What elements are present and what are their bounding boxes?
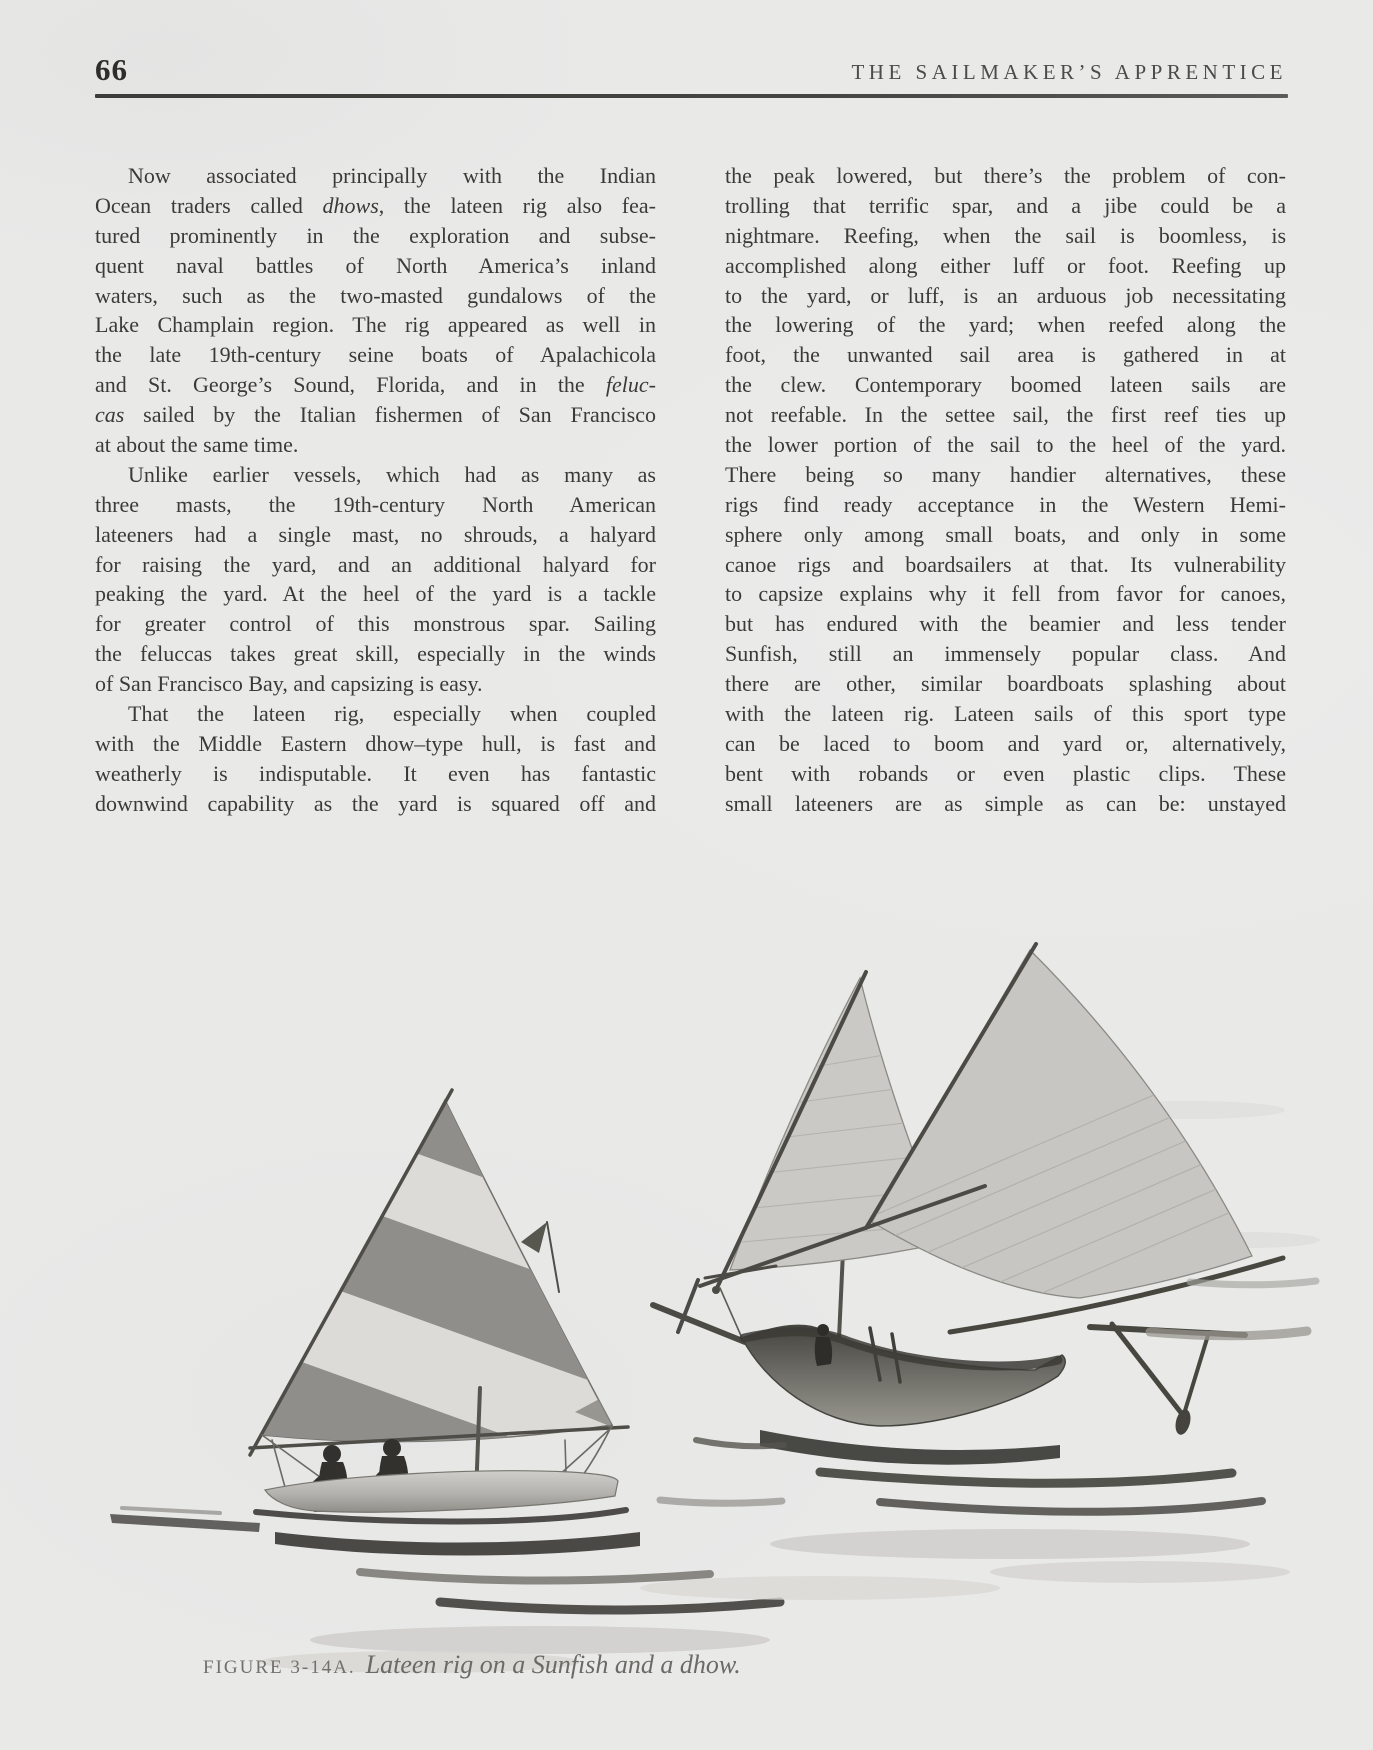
figure-illustration xyxy=(60,940,1320,1700)
boats-watercolor-illustration xyxy=(60,940,1320,1700)
text-line: There being so many handier alternatives, these xyxy=(725,461,1286,487)
text-line: with the Middle Eastern dhow–type hull, is fast and xyxy=(95,730,656,756)
text-line: the lower portion of the sail to the heel of the yard. xyxy=(725,432,1286,458)
text-line: cas sailed by the Italian fishermen of San Francisco xyxy=(95,402,656,428)
text-line: accomplished along either luff or foot. Reefing up xyxy=(725,252,1286,278)
text-line: can be laced to boom and yard or, alternatively, xyxy=(725,730,1286,756)
text-line: but has endured with the beamier and less tender xyxy=(725,611,1286,637)
text-line: trolling that terrific spar, and a jibe could be a xyxy=(725,192,1286,218)
text-line: the clew. Contemporary boomed lateen sails are xyxy=(725,372,1286,398)
text-line: tured prominently in the exploration and subse- xyxy=(95,222,656,248)
text-line: nightmare. Reefing, when the sail is boomless, is xyxy=(725,222,1286,248)
text-line: three masts, the 19th-century North American xyxy=(95,491,656,517)
text-line: at about the same time. xyxy=(95,432,299,458)
dhow-sailor-figure xyxy=(815,1324,832,1366)
text-line: for raising the yard, and an additional halyard for xyxy=(95,551,656,577)
text-line: waters, such as the two-masted gundalows of the xyxy=(95,282,656,308)
figure-label: FIGURE 3-14A. xyxy=(203,1657,356,1678)
text-line: lateeners had a single mast, no shrouds, a halyard xyxy=(95,521,656,547)
text-line: of San Francisco Bay, and capsizing is easy. xyxy=(95,671,483,697)
text-line: small lateeners are as simple as can be: unstayed xyxy=(725,790,1286,816)
text-line: downwind capability as the yard is squared off and xyxy=(95,790,656,816)
text-line: Lake Champlain region. The rig appeared as well in xyxy=(95,312,656,338)
dhow-boat xyxy=(653,944,1283,1436)
text-line: to capsize explains why it fell from favor for canoes, xyxy=(725,581,1286,607)
text-line: Sunfish, still an immensely popular class. And xyxy=(725,641,1286,667)
text-line: weatherly is indisputable. It even has fantastic xyxy=(95,760,656,786)
text-line: sphere only among small boats, and only in some xyxy=(725,521,1286,547)
text-line: the feluccas takes great skill, especially in the winds xyxy=(95,641,656,667)
text-line: the late 19th-century seine boats of Apalachicola xyxy=(95,342,656,368)
text-line: rigs find ready acceptance in the Western Hemi- xyxy=(725,491,1286,517)
text-line: and St. George’s Sound, Florida, and in the feluc- xyxy=(95,372,656,398)
text-line: quent naval battles of North America’s inland xyxy=(95,252,656,278)
figure-caption-row xyxy=(203,1650,741,1680)
page-number: 66 xyxy=(95,52,128,87)
text-line: the lowering of the yard; when reefed along the xyxy=(725,312,1286,338)
body-column-right xyxy=(725,161,1286,819)
text-line: foot, the unwanted sail area is gathered in at xyxy=(725,342,1286,368)
header-rule xyxy=(95,94,1288,98)
text-line: not reefable. In the settee sail, the first reef ties up xyxy=(725,402,1286,428)
text-line: Now associated principally with the Indian xyxy=(128,163,656,188)
text-line: That the lateen rig, especially when coupled xyxy=(128,701,656,727)
text-line: Ocean traders called dhows, the lateen rig also fea- xyxy=(95,192,656,218)
body-column-left xyxy=(95,161,656,819)
text-line: the peak lowered, but there’s the problem of con- xyxy=(725,163,1286,188)
text-line: with the lateen rig. Lateen sails of this sport type xyxy=(725,701,1286,727)
figure-caption: Lateen rig on a Sunfish and a dhow. xyxy=(365,1650,741,1679)
text-line: Unlike earlier vessels, which had as many as xyxy=(128,461,656,487)
text-line: peaking the yard. At the heel of the yard is a tackle xyxy=(95,581,656,607)
text-line: canoe rigs and boardsailers at that. Its vulnerability xyxy=(725,551,1286,577)
text-line: bent with robands or even plastic clips. These xyxy=(725,760,1286,786)
text-line: there are other, similar boardboats splashing about xyxy=(725,671,1286,697)
text-line: to the yard, or luff, is an arduous job necessitating xyxy=(725,282,1286,308)
text-line: for greater control of this monstrous spar. Sailing xyxy=(95,611,656,637)
running-title: THE SAILMAKER’S APPRENTICE xyxy=(851,60,1287,84)
water-reflections xyxy=(110,1281,1316,1673)
